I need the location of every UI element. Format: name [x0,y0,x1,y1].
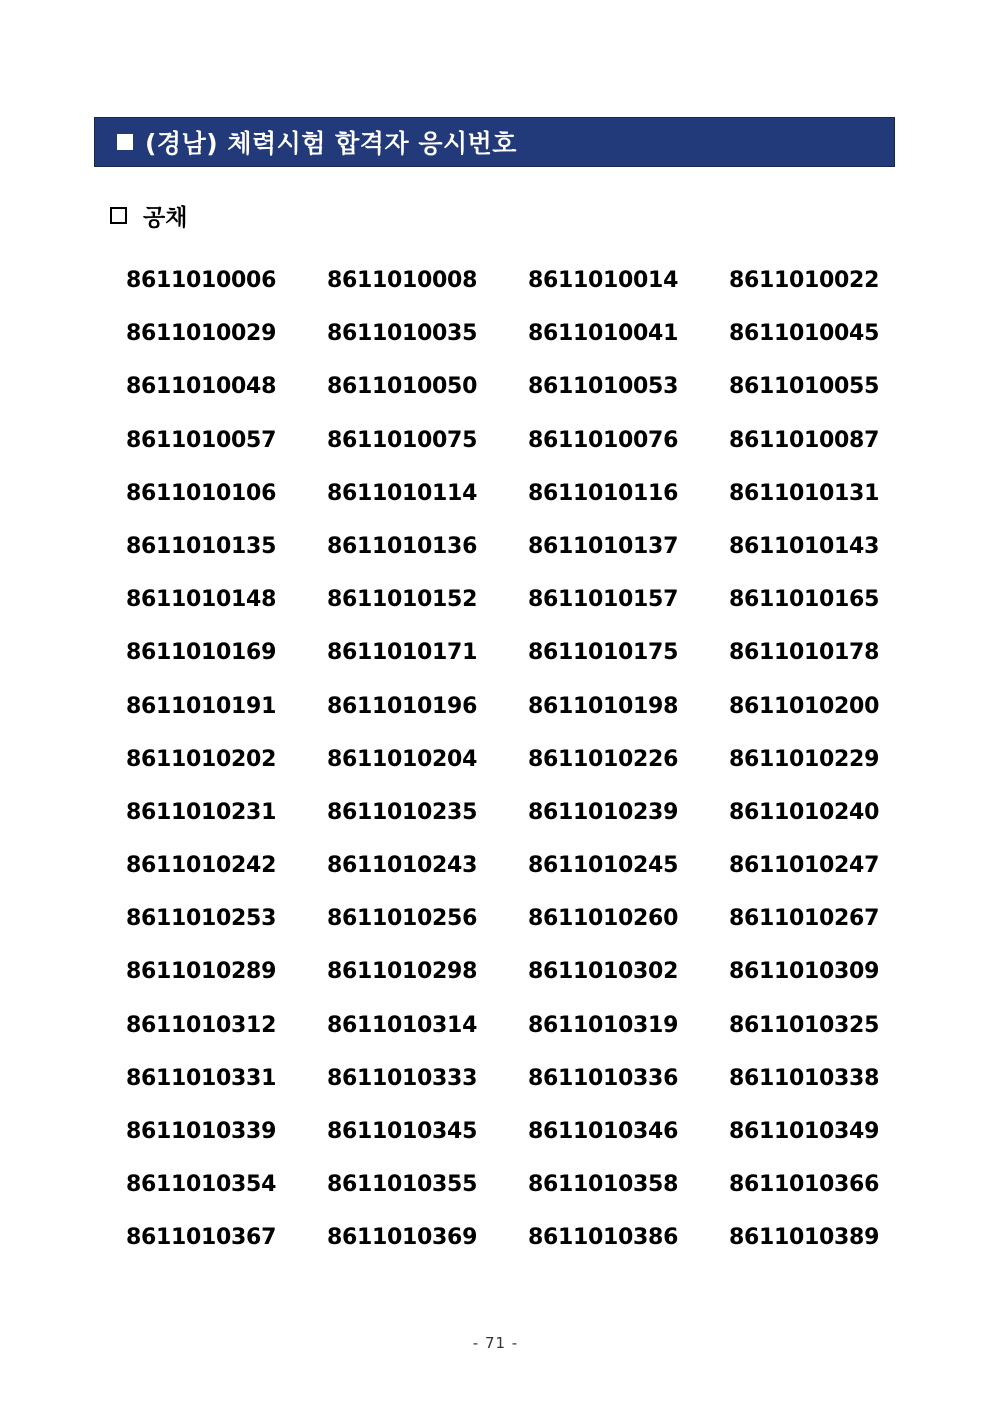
exam-number: 8611010204 [327,746,478,772]
exam-number: 8611010339 [126,1119,277,1144]
exam-number: 8611010367 [126,1225,277,1251]
exam-number: 8611010165 [729,587,880,613]
square-bullet-icon [117,134,133,150]
exam-number: 8611010333 [327,1065,478,1091]
exam-number-grid [126,260,886,1271]
exam-number: 8611010087 [729,427,880,453]
exam-number: 8611010006 [126,268,277,293]
exam-number: 8611010331 [126,1065,277,1091]
exam-number: 8611010178 [729,640,880,666]
exam-number: 8611010354 [126,1172,277,1198]
exam-number: 8611010152 [327,587,478,613]
exam-number: 8611010229 [729,746,880,772]
exam-number: 8611010309 [729,959,880,985]
exam-number: 8611010041 [528,321,679,347]
exam-number: 8611010312 [126,1012,277,1038]
exam-number: 8611010191 [126,693,277,719]
exam-number: 8611010055 [729,374,880,400]
exam-number: 8611010116 [528,480,679,506]
exam-number: 8611010302 [528,959,679,985]
exam-number: 8611010136 [327,533,478,559]
exam-number: 8611010358 [528,1172,679,1198]
exam-number: 8611010148 [126,587,277,613]
exam-number: 8611010319 [528,1012,679,1038]
exam-number: 8611010008 [327,268,478,293]
exam-number: 8611010200 [729,693,880,719]
exam-number: 8611010053 [528,374,679,400]
exam-number: 8611010050 [327,374,478,400]
recruitment-type-heading [110,198,187,232]
exam-number: 8611010247 [729,853,880,879]
exam-number: 8611010345 [327,1119,478,1144]
exam-number: 8611010143 [729,533,880,559]
exam-number: 8611010260 [528,906,679,932]
empty-square-icon [110,207,127,224]
exam-number: 8611010240 [729,799,880,825]
exam-number: 8611010035 [327,321,478,347]
exam-number: 8611010169 [126,640,277,666]
exam-number: 8611010022 [729,268,880,293]
exam-number: 8611010239 [528,799,679,825]
exam-number: 8611010243 [327,853,478,879]
exam-number: 8611010175 [528,640,679,666]
exam-number: 8611010235 [327,799,478,825]
section-title-bar [94,117,895,167]
exam-number: 8611010355 [327,1172,478,1198]
page-number: - 71 - [472,1334,519,1352]
exam-number: 8611010349 [729,1119,880,1144]
exam-number: 8611010289 [126,959,277,985]
exam-number: 8611010171 [327,640,478,666]
section-title: (경남) 체력시험 합격자 응시번호 [145,129,517,158]
exam-number: 8611010346 [528,1119,679,1144]
exam-number: 8611010106 [126,480,277,506]
exam-number: 8611010114 [327,480,478,506]
exam-number: 8611010231 [126,799,277,825]
exam-number: 8611010253 [126,906,277,932]
exam-number: 8611010242 [126,853,277,879]
exam-number: 8611010389 [729,1225,880,1251]
exam-number: 8611010075 [327,427,478,453]
exam-number: 8611010198 [528,693,679,719]
exam-number: 8611010314 [327,1012,478,1038]
exam-number: 8611010135 [126,533,277,559]
exam-number: 8611010267 [729,906,880,932]
exam-number: 8611010338 [729,1065,880,1091]
exam-number: 8611010298 [327,959,478,985]
exam-number: 8611010196 [327,693,478,719]
exam-number: 8611010256 [327,906,478,932]
exam-number: 8611010369 [327,1225,478,1251]
exam-number: 8611010057 [126,427,277,453]
exam-number: 8611010045 [729,321,880,347]
exam-number: 8611010386 [528,1225,679,1251]
exam-number: 8611010048 [126,374,277,400]
exam-number: 8611010137 [528,533,679,559]
exam-number: 8611010366 [729,1172,880,1198]
exam-number: 8611010029 [126,321,277,347]
exam-number: 8611010325 [729,1012,880,1038]
exam-number: 8611010245 [528,853,679,879]
exam-number: 8611010014 [528,268,679,293]
exam-number: 8611010336 [528,1065,679,1091]
exam-number: 8611010076 [528,427,679,453]
exam-number: 8611010131 [729,480,880,506]
exam-number: 8611010226 [528,746,679,772]
exam-number: 8611010157 [528,587,679,613]
exam-number: 8611010202 [126,746,277,772]
recruitment-type-label: 공채 [143,204,188,231]
